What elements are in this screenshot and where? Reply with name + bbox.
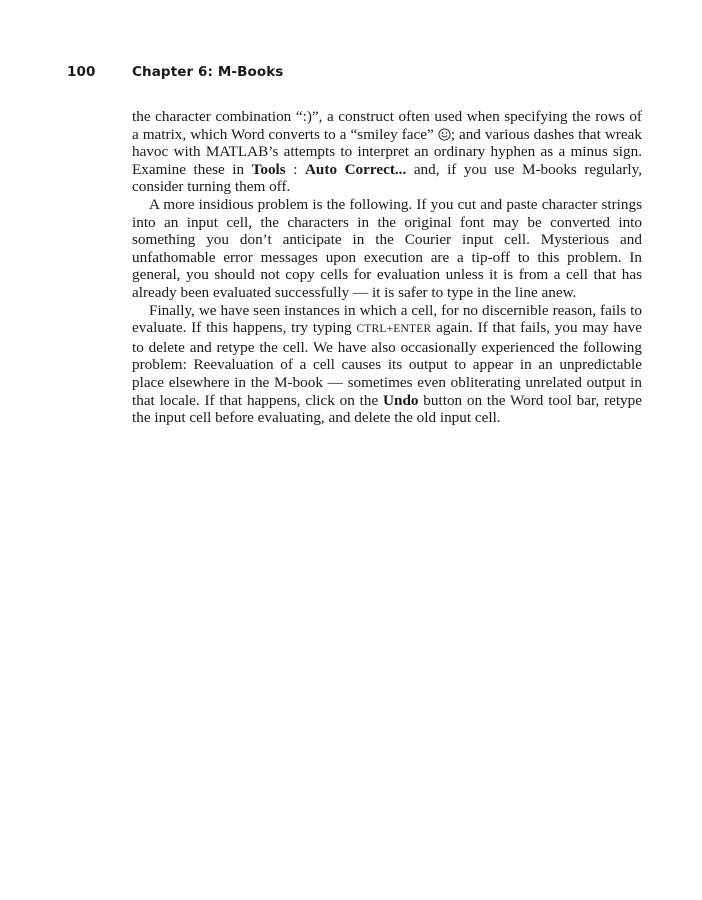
paragraph-1-text-a: the character combination “:)”, a construct often used when specifying the rows of a matrix, which Word converts to a “smiley face” [132,108,642,143]
menu-separator: : [285,160,305,178]
page-number: 100 [67,64,96,80]
undo-label: Undo [383,391,419,409]
paragraph-3 [132,302,642,427]
menu-autocorrect-label: Auto Correct... [304,160,407,178]
smiley-face-icon [438,128,451,141]
paragraph-2: A more insidious problem is the following. If you cut and paste character strings into an input cell, the characters in the original font may be converted into something you don’t anticipate in the Courier input cell. Mysterious and unfathomable error messages upon execution are a tip-off to this problem. In general, you should not copy cells for evaluation unless it is from a cell that has already been evaluated successfully — it is safer to type in the line anew. [132,195,642,301]
paragraph-3-text-b: again. If that fails, you may have to delete and retype the cell. We have also occasionally experienced the following problem: Reevaluation of a cell causes its output to appear in an unpredictable place elsewhere in the M-book — sometimes even obliterating unrelated output in that locale. If that happens, click on the [132,319,642,409]
paragraph-1-text-c: and, if you use M-books regularly, consider turning them off. [132,160,642,196]
running-head [67,64,283,80]
paragraph-3-text-a: Finally, we have seen instances in which a cell, for no discernible reason, fails to evaluate. If this happens, try typing [132,301,642,337]
paragraph-3-text-c: button on the Word tool bar, retype the input cell before evaluating, and delete the old input cell. [132,391,642,427]
chapter-title: Chapter 6: M-Books [132,64,284,80]
key-combo: CTRL+ENTER [356,323,432,336]
menu-tools-label: Tools [251,160,286,178]
body-text [132,108,642,427]
paragraph-1-text-b: ; and various dashes that wreak havoc with MATLAB’s attempts to interpret an ordinary hyphen as a minus sign. Examine these in [132,125,642,178]
paragraph-1 [132,108,642,196]
